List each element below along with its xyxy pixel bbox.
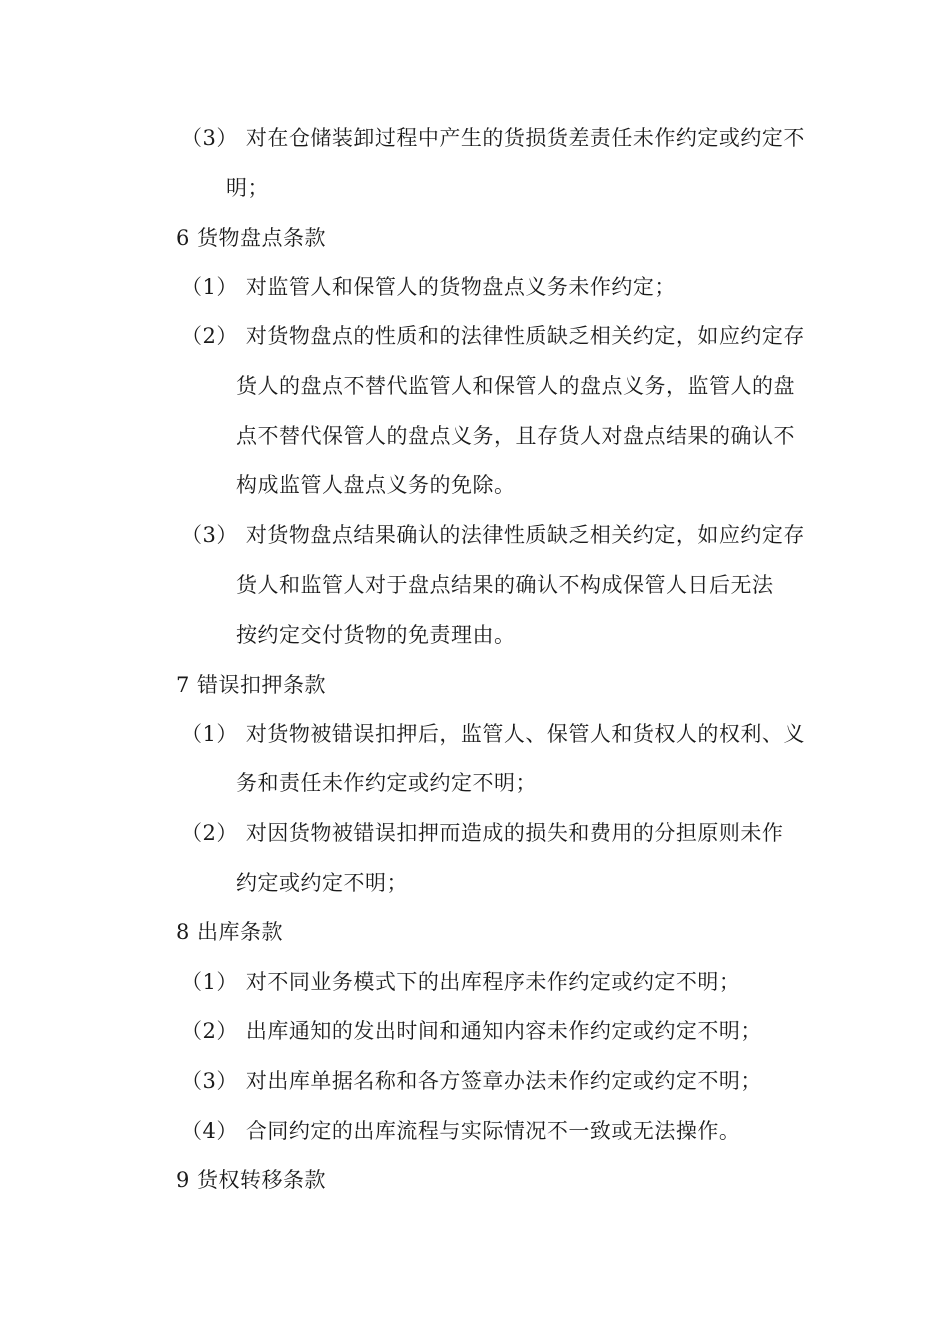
list-item-continuation: 按约定交付货物的免责理由。 <box>236 623 516 647</box>
section-heading: 8 出库条款 <box>176 920 284 944</box>
item-text: 合同约定的出库流程与实际情况不一致或无法操作。 <box>245 1119 741 1143</box>
section-heading: 7 错误扣押条款 <box>176 673 327 697</box>
list-item-first-line <box>181 1067 762 1095</box>
list-item-continuation: 明； <box>226 176 269 200</box>
list-item-continuation: 约定或约定不明； <box>236 871 408 895</box>
item-text: 对货物被错误扣押后，监管人、保管人和货权人的权利、义 <box>245 722 805 746</box>
item-text: 对监管人和保管人的货物盘点义务未作约定； <box>245 275 676 299</box>
section-heading: 9 货权转移条款 <box>176 1168 327 1192</box>
item-text: 对货物盘点的性质和的法律性质缺乏相关约定，如应约定存 <box>245 324 805 348</box>
list-item-first-line <box>181 322 805 350</box>
item-number: （4） <box>181 1119 238 1143</box>
item-number: （3） <box>181 126 238 150</box>
item-text: 对货物盘点结果确认的法律性质缺乏相关约定，如应约定存 <box>245 523 805 547</box>
item-text: 对在仓储装卸过程中产生的货损货差责任未作约定或约定不 <box>245 126 805 150</box>
list-item-first-line <box>181 521 805 549</box>
item-text: 对出库单据名称和各方签章办法未作约定或约定不明； <box>245 1069 762 1093</box>
item-number: （2） <box>181 324 238 348</box>
list-item-continuation: 货人的盘点不替代监管人和保管人的盘点义务，监管人的盘 <box>236 374 795 398</box>
item-number: （1） <box>181 722 238 746</box>
list-item-continuation: 务和责任未作约定或约定不明； <box>236 771 537 795</box>
item-text: 出库通知的发出时间和通知内容未作约定或约定不明； <box>245 1019 762 1043</box>
list-item-first-line <box>181 720 805 748</box>
section-heading: 6 货物盘点条款 <box>176 226 327 250</box>
item-text: 对因货物被错误扣押而造成的损失和费用的分担原则未作 <box>245 821 784 845</box>
list-item-continuation: 货人和监管人对于盘点结果的确认不构成保管人日后无法 <box>236 573 774 597</box>
list-item-first-line <box>181 968 740 996</box>
item-number: （3） <box>181 523 238 547</box>
list-item-first-line <box>181 273 676 301</box>
list-item-first-line <box>181 124 805 152</box>
list-item-first-line <box>181 819 783 847</box>
list-item-first-line <box>181 1117 740 1145</box>
item-text: 对不同业务模式下的出库程序未作约定或约定不明； <box>245 970 741 994</box>
item-number: （1） <box>181 970 238 994</box>
item-number: （2） <box>181 821 238 845</box>
list-item-first-line <box>181 1017 762 1045</box>
item-number: （3） <box>181 1069 238 1093</box>
item-number: （2） <box>181 1019 238 1043</box>
list-item-continuation: 点不替代保管人的盘点义务，且存货人对盘点结果的确认不 <box>236 424 795 448</box>
list-item-continuation: 构成监管人盘点义务的免除。 <box>236 473 516 497</box>
item-number: （1） <box>181 275 238 299</box>
